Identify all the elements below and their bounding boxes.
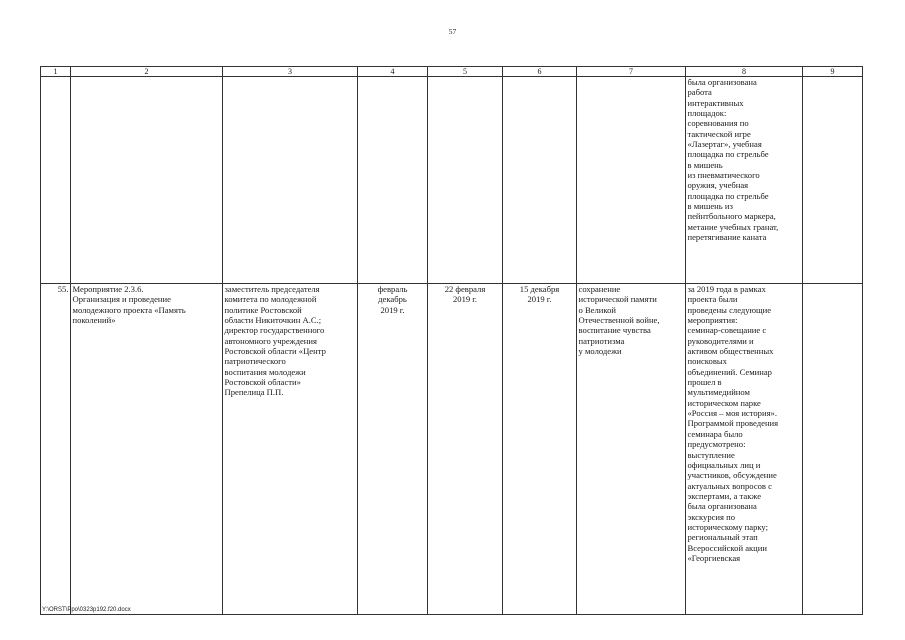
- end-date-cell: 15 декабря 2019 г.: [503, 284, 577, 615]
- column-number: 7: [577, 67, 686, 77]
- column-number: 8: [686, 67, 803, 77]
- column-number-row: [41, 67, 863, 77]
- responsible-cell: заместитель председателя комитета по молодежной политике Ростовской области Никиточкин А.С.; директор государственного автономного учреждения Ростовской области «Центр патриотического воспитания молодежи Ростовской области» Препелица П.П.: [223, 284, 358, 615]
- start-date-cell: 22 февраля 2019 г.: [428, 284, 503, 615]
- period-cell: февраль декабрь 2019 г.: [358, 284, 428, 615]
- expected-result-cell: сохранение исторической памяти о Великой Отечественной войне, воспитание чувства патриотизма у молодежи: [577, 284, 686, 615]
- row-number-cell: 55.: [41, 284, 71, 615]
- column-number: 9: [803, 67, 863, 77]
- table-row-continuation: [41, 77, 863, 284]
- table-cell: [223, 77, 358, 284]
- table-cell: [503, 77, 577, 284]
- table-cell: [358, 77, 428, 284]
- column-number: 6: [503, 67, 577, 77]
- activity-cell: Мероприятие 2.3.6. Организация и проведение молодежного проекта «Память поколений»: [71, 284, 223, 615]
- page-number: 57: [448, 27, 457, 36]
- notes-cell: [803, 284, 863, 615]
- document-table: [40, 66, 863, 615]
- column-number: 5: [428, 67, 503, 77]
- results-cell: была организована работа интерактивных площадок: соревнования по тактической игре «Лазертаг», учебная площадка по стрельбе в мишень из пневматического оружия, учебная площадка по стрельбе в мишень из пейнтбольного маркера, метание учебных гранат, перетягивание каната: [686, 77, 803, 284]
- table-cell: [577, 77, 686, 284]
- table-cell: [803, 77, 863, 284]
- column-number: 2: [71, 67, 223, 77]
- table-row-55: [41, 284, 863, 615]
- column-number: 4: [358, 67, 428, 77]
- table-cell: [428, 77, 503, 284]
- results-cell: за 2019 года в рамках проекта были проведены следующие мероприятия: семинар-совещание с руководителями и активом общественных поисковых объединений. Семинар прошел в мультимедийном историческом парке «Россия – моя история». Программой проведения семинара было предусмотрено: выступление официальных лиц и участников, обсуждение актуальных вопросов с экспертами, а также была организована экскурсия по историческому парку; региональный этап Всероссийской акции «Георгиевская: [686, 284, 803, 615]
- table-cell: [41, 77, 71, 284]
- column-number: 3: [223, 67, 358, 77]
- footer-file-path: Y:\ORST\Ppo\0323p192.f20.docx: [42, 607, 131, 613]
- table-cell: [71, 77, 223, 284]
- column-number: 1: [41, 67, 71, 77]
